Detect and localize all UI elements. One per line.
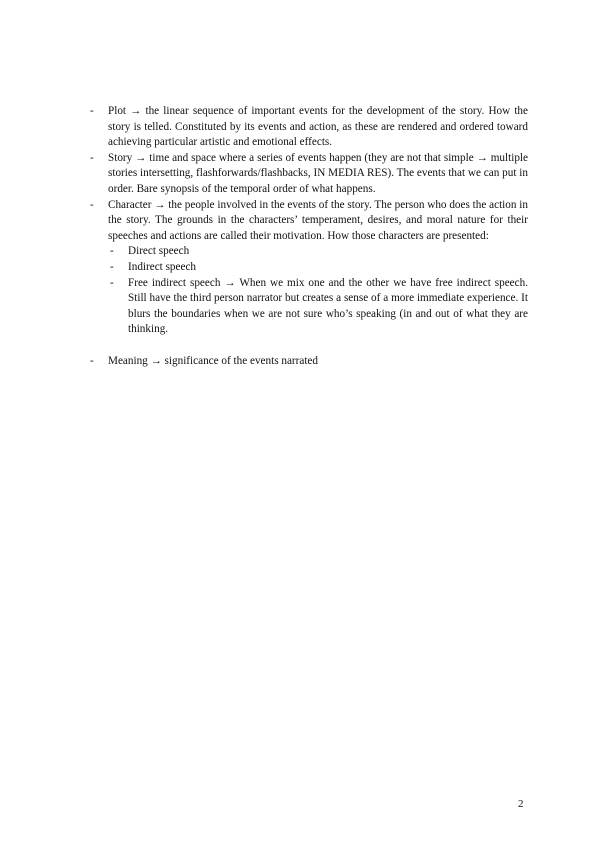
blank-line [90,338,528,354]
list-item-story [90,151,528,198]
sublist-item-text: Free indirect speech → When we mix one and the other we have free indirect speech. Still have the third person narrator but creates a sense of a more immediate experience. It blurs the boundaries when we are not sure who’s speaking (in and out of what they are thinking. [128,276,528,336]
sublist-item-indirect-speech [110,260,528,276]
notes-content [90,104,528,369]
page-number: 2 [518,798,524,810]
list-item-character [90,198,528,245]
list-item-text: Story → time and space where a series of events happen (they are not that simple → multiple stories intersetting, flashforwards/flashbacks, IN MEDIA RES). The events that we can put in order. Bare synopsis of the temporal order of what happens. [108,151,528,195]
sublist-item-text: Indirect speech [128,260,197,273]
bullet-dash: - [110,260,114,273]
list-item-text: Meaning → significance of the events narrated [108,354,318,367]
character-sublist [90,244,528,338]
list-item-meaning [90,354,528,370]
list-item-plot [90,104,528,151]
sublist-item-free-indirect-speech [110,276,528,338]
bullet-dash: - [90,105,94,117]
sublist-item-direct-speech [110,244,528,260]
sublist-item-text: Direct speech [128,245,190,258]
bullet-dash: - [110,276,114,289]
bullet-dash: - [90,354,94,367]
list-item-text: Character → the people involved in the events of the story. The person who does the action in the story. The grounds in the characters’ temperament, desires, and moral nature for their speeches and actions are called their motivation. How those characters are presented: [108,198,528,242]
bullet-dash: - [110,245,114,258]
bullet-dash: - [90,198,94,211]
bullet-dash: - [90,151,94,164]
list-item-text: Plot → the linear sequence of important events for the development of the story. How the story is telled. Constituted by its events and action, as these are rendered and ordered toward achieving particular artistic and emotional effects. [108,105,528,149]
